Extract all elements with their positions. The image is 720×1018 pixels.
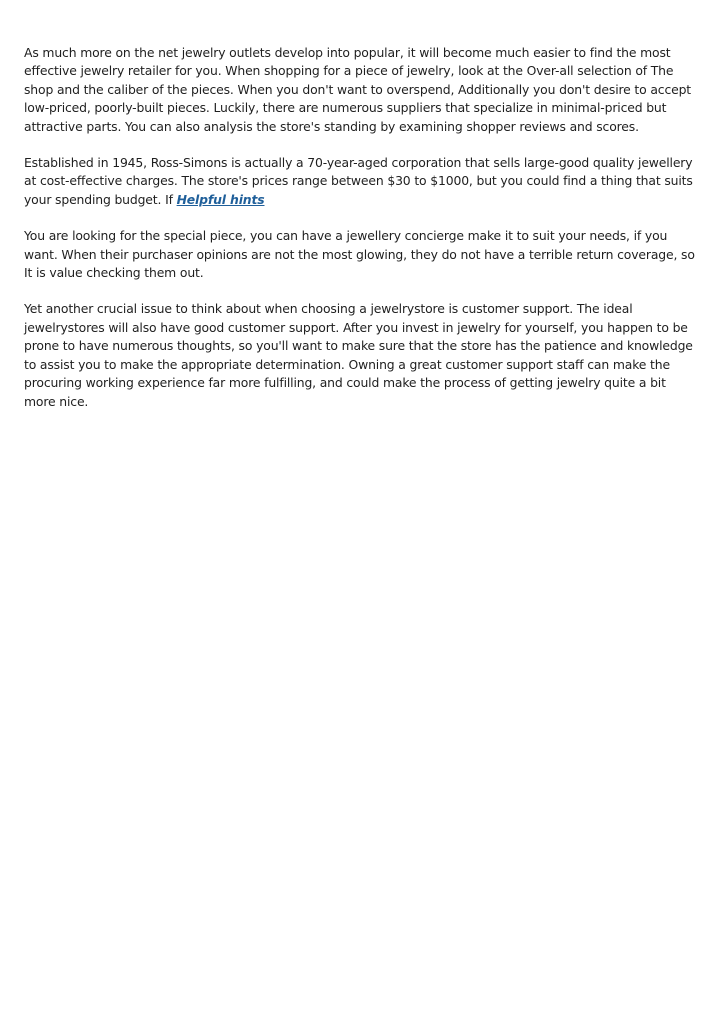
helpful-hints-link[interactable]: Helpful hints [176, 191, 265, 207]
paragraph-2-text: Established in 1945, Ross-Simons is actually a 70-year-aged corporation that sells large-good quality jewellery at cost-effective charges. The store's prices range between $30 to $1000, but you could find a thing that suits your spending budget. If [24, 155, 693, 207]
document-body [24, 44, 698, 429]
paragraph-4: Yet another crucial issue to think about when choosing a jewelrystore is customer support. The ideal jewelrystores will also have good customer support. After you invest in jewelry for yourself, you happen to be prone to have numerous thoughts, so you'll want to make sure that the store has the patience and knowledge to assist you to make the appropriate determination. Owning a great customer support staff can make the procuring working experience far more fulfilling, and could make the process of getting jewelry quite a bit more nice. [24, 301, 693, 409]
paragraph-1: As much more on the net jewelry outlets develop into popular, it will become much easier to find the most effective jewelry retailer for you. When shopping for a piece of jewelry, look at the Over-all selection of The shop and the caliber of the pieces. When you don't want to overspend, Additionally you don't desire to accept low-priced, poorly-built pieces. Luckily, there are numerous suppliers that specialize in minimal-priced but attractive parts. You can also analysis the store's standing by examining shopper reviews and scores. [24, 45, 692, 134]
paragraph-2 [24, 154, 698, 209]
paragraph-3: You are looking for the special piece, you can have a jewellery concierge make it to suit your needs, if you want. When their purchaser opinions are not the most glowing, they do not have a terrible return coverage, so It is value checking them out. [24, 228, 695, 281]
